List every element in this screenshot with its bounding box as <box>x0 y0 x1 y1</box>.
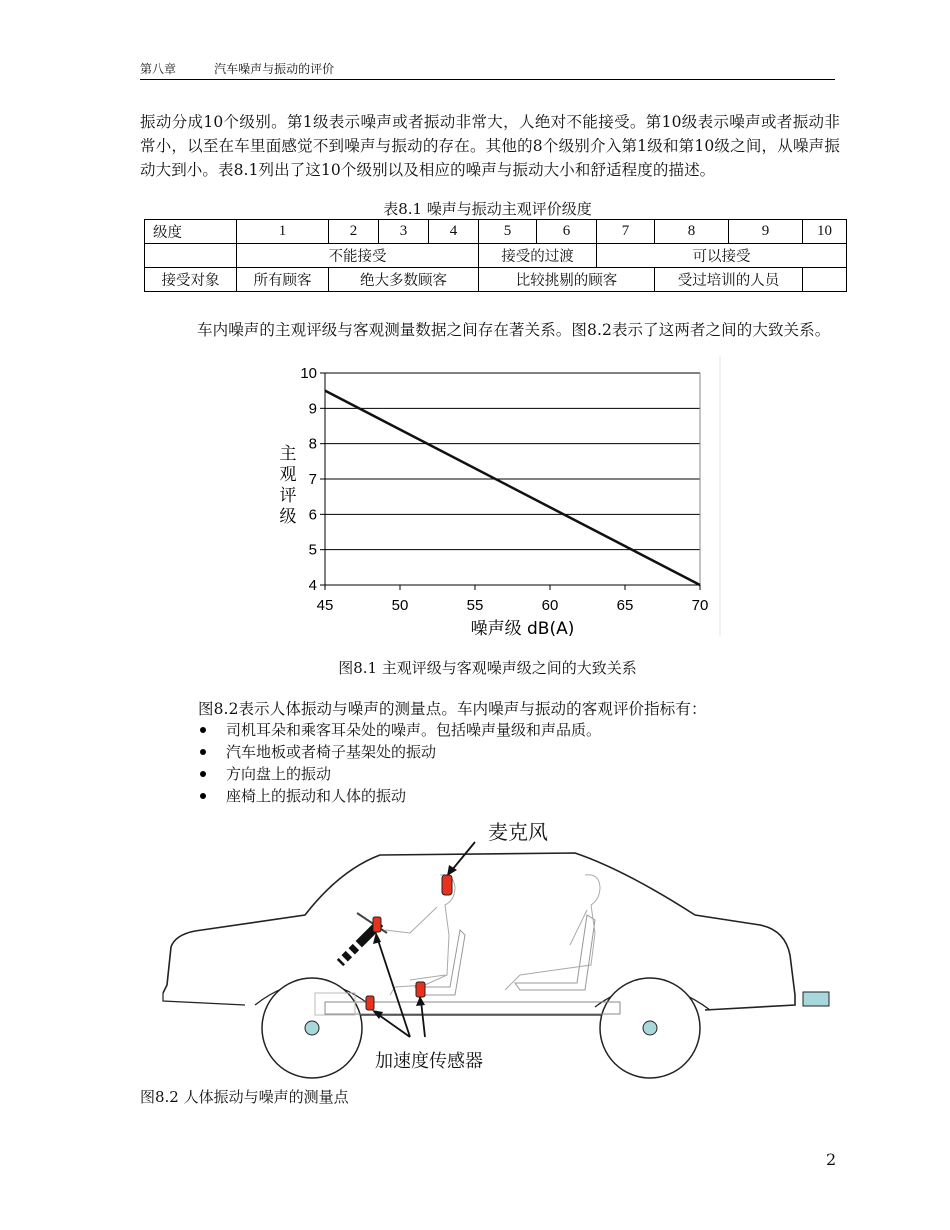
list-item <box>198 763 601 785</box>
x-tick-label: 65 <box>616 597 634 614</box>
bullet-list <box>198 719 601 807</box>
car-rear-bumper <box>163 993 245 1005</box>
bullet-icon <box>200 793 206 799</box>
car-svg <box>155 815 845 1080</box>
seat-accelerometer <box>416 982 425 997</box>
rear-hub <box>643 1021 657 1035</box>
table-cell-transition: 接受的过渡 <box>479 244 597 268</box>
y-tick-label: 7 <box>308 471 317 488</box>
chart-svg <box>260 356 730 646</box>
table-cell-most: 绝大多数顾客 <box>329 268 479 292</box>
header-title: 汽车噪声与振动的评价 <box>214 62 335 76</box>
table-cell-empty <box>145 244 237 268</box>
table-cell-acceptable: 可以接受 <box>597 244 847 268</box>
grade-table <box>144 219 847 292</box>
x-axis-label: 噪声级 dB(A) <box>470 619 575 639</box>
microphone-sensor <box>442 875 452 895</box>
list-item-text: 汽车地板或者椅子基架处的振动 <box>226 743 437 761</box>
accel-arrow-seat <box>421 1001 425 1037</box>
running-header <box>140 60 334 77</box>
bullet-icon <box>200 727 206 733</box>
paragraph-3: 图8.2表示人体振动与噪声的测量点。车内噪声与振动的客观评价指标有： <box>198 700 707 718</box>
rear-light <box>803 992 829 1006</box>
table-cell-label: 接受对象 <box>145 268 237 292</box>
list-item <box>198 719 601 741</box>
x-tick-label: 60 <box>541 597 559 614</box>
microphone-arrow <box>452 842 475 870</box>
table-cell-empty <box>803 268 847 292</box>
x-tick-label: 70 <box>691 597 709 614</box>
x-tick-label: 50 <box>391 597 409 614</box>
header-rule <box>140 79 835 80</box>
y-tick-label: 9 <box>308 400 317 418</box>
table-cell-level: 1 <box>237 220 329 244</box>
list-item <box>198 785 601 807</box>
table-cell-level: 3 <box>379 220 429 244</box>
table-cell-level: 10 <box>803 220 847 244</box>
header-chapter: 第八章 <box>140 62 177 76</box>
arrow-head-icon <box>416 996 425 1006</box>
y-tick-label: 8 <box>308 435 317 453</box>
list-item-text: 司机耳朵和乘客耳朵处的噪声。包括噪声量级和声品质。 <box>226 721 602 739</box>
accel-arrow-steering <box>377 937 410 1037</box>
front-hub <box>305 1021 319 1035</box>
table-cell-level: 5 <box>479 220 537 244</box>
y-axis-label: 主观评级 <box>279 444 297 527</box>
table-cell-all: 所有顾客 <box>237 268 329 292</box>
list-item-text: 座椅上的振动和人体的振动 <box>226 787 407 805</box>
table-cell-unacceptable: 不能接受 <box>237 244 479 268</box>
table-cell-level: 7 <box>597 220 655 244</box>
figure-8-1-chart <box>260 356 730 646</box>
paragraph-2: 车内噪声的主观评级与客观测量数据之间存在著关系。图8.2表示了这两者之间的大致关系。 <box>197 321 831 339</box>
list-item-text: 方向盘上的振动 <box>226 765 332 783</box>
series-line <box>325 391 700 585</box>
bullet-icon <box>200 749 206 755</box>
table-cell-trained: 受过培训的人员 <box>655 268 803 292</box>
y-tick-label: 4 <box>308 577 317 594</box>
intro-paragraph: 振动分成10个级别。第1级表示噪声或者振动非常大，人绝对不能接受。第10级表示噪声或者振动非常小，以至在车里面感觉不到噪声与振动的存在。其他的8个级别介入第1级和第10级之间，从噪声振动大到小。表8.1列出了这10个级别以及相应的噪声与振动大小和舒适程度的描述。 <box>140 113 840 179</box>
table-cell-picky: 比较挑剔的顾客 <box>479 268 655 292</box>
steering-accelerometer <box>373 917 381 932</box>
table-row-levels <box>145 220 847 244</box>
table-cell-level: 9 <box>729 220 803 244</box>
table-row-acceptance <box>145 244 847 268</box>
list-item <box>198 741 601 763</box>
page-number: 2 <box>826 1150 837 1169</box>
microphone-label: 麦克风 <box>488 820 548 844</box>
car-body-outline <box>163 853 795 1010</box>
bullet-icon <box>200 771 206 777</box>
table-caption: 表8.1 噪声与振动主观评价级度 <box>383 200 592 218</box>
accel-arrow-floor <box>376 1013 410 1037</box>
y-tick-label: 6 <box>308 506 317 524</box>
table-cell-level: 6 <box>537 220 597 244</box>
figure-1-caption: 图8.1 主观评级与客观噪声级之间的大致关系 <box>338 659 637 677</box>
accelerometer-label: 加速度传感器 <box>375 1051 483 1072</box>
table-row-audience <box>145 268 847 292</box>
y-tick-label: 5 <box>308 541 317 559</box>
figure-8-2-car-diagram <box>155 815 845 1080</box>
floor-accelerometer <box>366 996 374 1010</box>
y-tick-label: 10 <box>300 365 317 382</box>
x-tick-label: 45 <box>316 597 334 614</box>
rear-seat <box>515 915 595 990</box>
table-cell-level: 2 <box>329 220 379 244</box>
passenger-figure <box>505 875 600 990</box>
figure-2-caption: 图8.2 人体振动与噪声的测量点 <box>140 1088 349 1106</box>
table-cell-level: 4 <box>429 220 479 244</box>
table-cell-level: 8 <box>655 220 729 244</box>
x-tick-label: 55 <box>466 597 484 614</box>
table-cell-label: 级度 <box>145 220 237 244</box>
